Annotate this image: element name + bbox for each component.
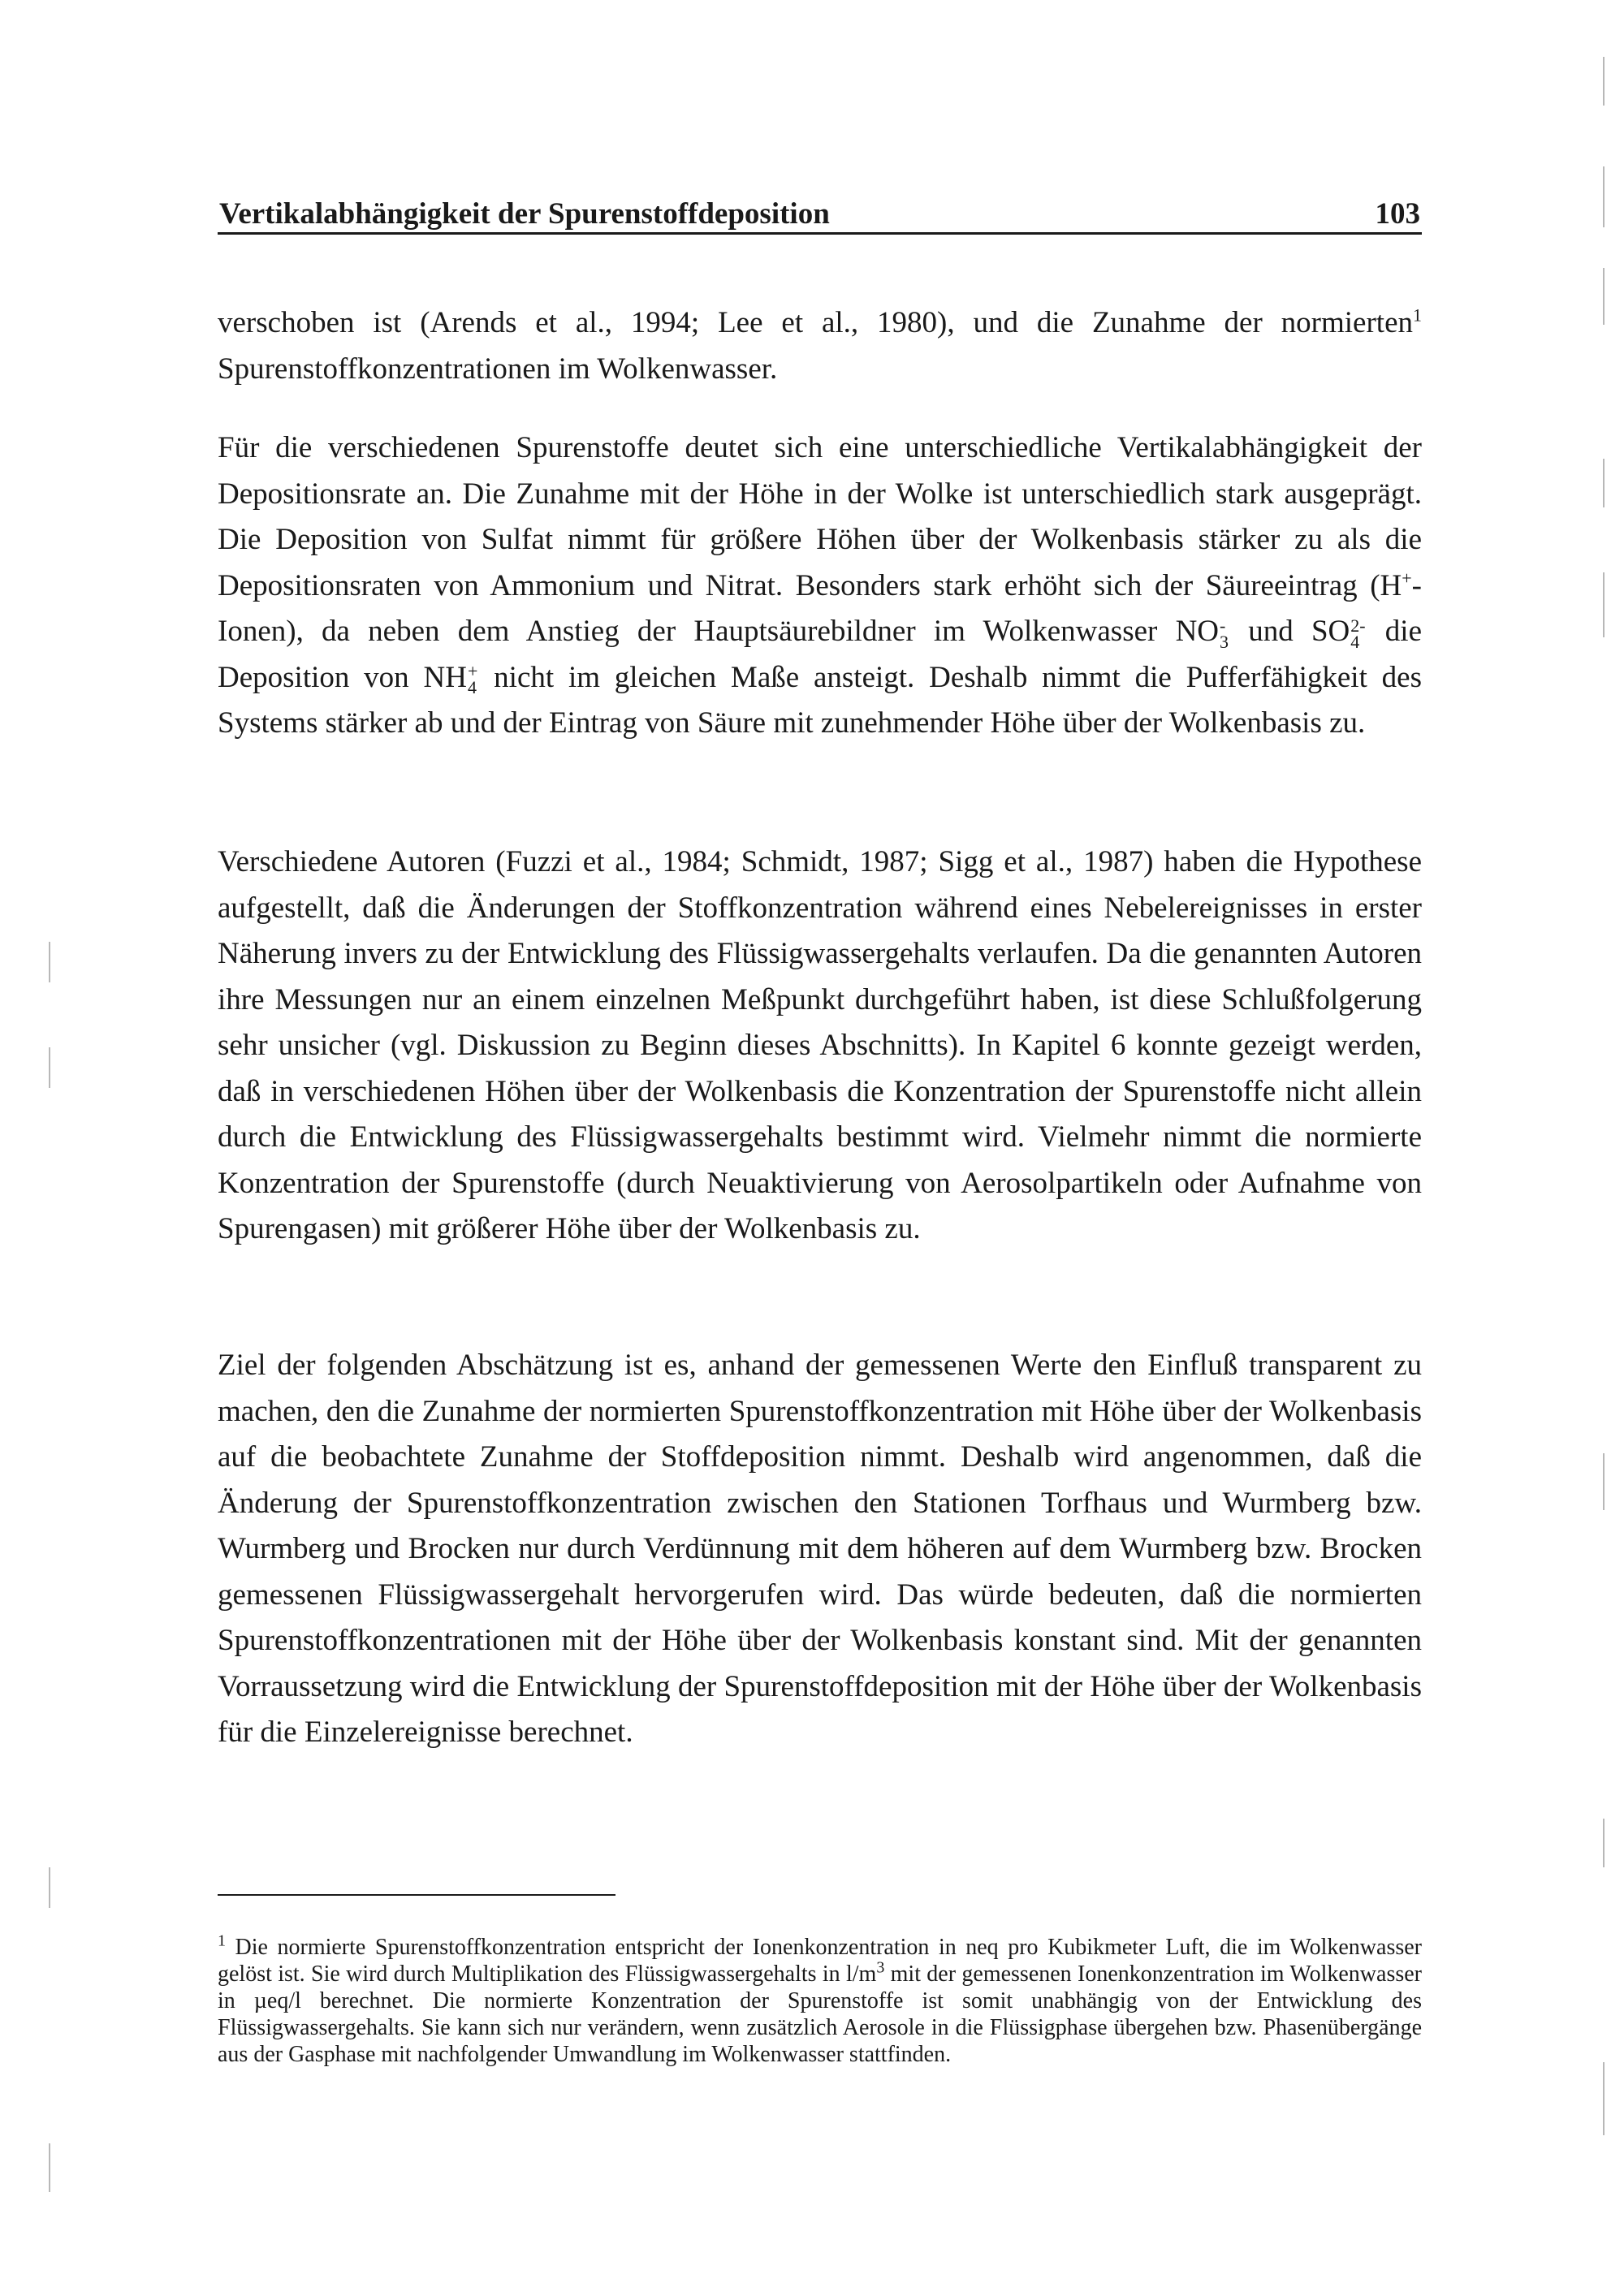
running-header: [218, 196, 1422, 235]
scan-margin-mark: [49, 1047, 50, 1088]
paragraph-2-text-b: -Ionen), da neben dem Anstieg der Hauptsäurebildner im Wolkenwasser: [218, 568, 1422, 648]
nitrate-index: 3: [1220, 631, 1229, 652]
footnote-separator: [218, 1894, 615, 1896]
scan-margin-mark: [1603, 166, 1605, 227]
nitrate-formula: [1175, 615, 1230, 652]
paragraph-1: [218, 300, 1422, 392]
scan-margin-mark: [49, 2143, 50, 2192]
nitrate-charge: -: [1220, 615, 1226, 636]
scan-margin-mark: [1603, 2062, 1605, 2135]
scan-margin-mark: [1603, 1819, 1605, 1867]
header-title: Vertikalabhängigkeit der Spurenstoffdeposition: [219, 197, 830, 231]
sulfate-index: 4: [1350, 631, 1360, 652]
footnote-reference: 1: [1413, 304, 1422, 326]
nitrate-base: NO: [1175, 615, 1220, 648]
scan-margin-mark: [1603, 268, 1605, 325]
sulfate-base: SO: [1311, 615, 1350, 648]
footnote-text-a: Die normierte Spurenstoffkonzentration entspricht der Ionenkonzentration in neq pro Kubikmeter Luft, die im Wolkenwasser gelöst ist. Sie wird durch Multiplikation des Flüssigwassergehalts in l/m: [218, 1935, 1422, 1987]
paragraph-2-text-d: die Deposition von: [218, 615, 1423, 694]
footnote-marker: 1: [218, 1931, 226, 1950]
footnote-text-b: mit der gemessenen Ionenkonzentration im Wolkenwasser in µeq/l berechnet. Die normierte Konzentration der Spurenstoffe ist somit unabhängig von der Entwicklung des Flüssigwassergehalts. Sie kann sich nur verändern, wenn zusätzlich Aerosole in die Flüssigphase übergehen bzw. Phasenübergänge aus der Gasphase mit nachfolgender Umwandlung im Wolkenwasser stattfinden.: [218, 1962, 1422, 2067]
scan-margin-mark: [1603, 1453, 1605, 1510]
ammonium-charge: +: [467, 661, 478, 682]
ammonium-base: NH: [423, 660, 467, 694]
scan-margin-mark: [49, 1867, 50, 1908]
paragraph-1-text-b: Spurenstoffkonzentrationen im Wolkenwasser.: [218, 352, 778, 386]
paragraph-2-text-e: nicht im gleichen Maße ansteigt. Deshalb nimmt die Pufferfähigkeit des Systems stärker ab und der Eintrag von Säure mit zunehmender Höhe über der Wolkenbasis zu.: [218, 660, 1422, 740]
sulfate-formula: [1311, 615, 1367, 652]
paragraph-2-text-c: und: [1230, 615, 1311, 648]
scan-margin-mark: [1603, 459, 1605, 507]
sulfate-charge: 2-: [1350, 615, 1366, 636]
paragraph-1-text-a: verschoben ist (Arends et al., 1994; Lee et al., 1980), und die Zunahme der normierten: [218, 306, 1413, 339]
paragraph-2: [218, 425, 1422, 747]
h-ion-charge: +: [1402, 568, 1412, 589]
ammonium-formula: [423, 660, 479, 698]
paragraph-3: Verschiedene Autoren (Fuzzi et al., 1984; Schmidt, 1987; Sigg et al., 1987) haben die Hypothese aufgestellt, daß die Änderungen der Stoffkonzentration während eines Nebelereignisses in erster Näherung invers zu der Entwicklung des Flüssigwassergehalts verlaufen. Da die genannten Autoren ihre Messungen nur an einem einzelnen Meßpunkt durchgeführt haben, ist diese Schlußfolgerung sehr unsicher (vgl. Diskussion zu Beginn dieses Abschnitts). In Kapitel 6 konnte gezeigt werden, daß in verschiedenen Höhen über der Wolkenbasis die Konzentration der Spurenstoffe nicht allein durch die Entwicklung des Flüssigwassergehalts bestimmt wird. Vielmehr nimmt die normierte Konzentration der Spurenstoffe (durch Neuaktivierung von Aerosolpartikeln oder Aufnahme von Spurengasen) mit größerer Höhe über der Wolkenbasis zu.: [218, 845, 1422, 1245]
paragraph-4: Ziel der folgenden Abschätzung ist es, anhand der gemessenen Werte den Einfluß transparent zu machen, den die Zunahme der normierten Spurenstoffkonzentration mit Höhe über der Wolkenbasis auf die beobachtete Zunahme der Stoffdeposition nimmt. Deshalb wird angenommen, daß die Änderung der Spurenstoffkonzentration zwischen den Stationen Torfhaus und Wurmberg bzw. Wurmberg und Brocken nur durch Verdünnung mit dem höheren auf dem Wurmberg bzw. Brocken gemessenen Flüssigwassergehalt hervorgerufen wird. Das würde bedeuten, daß die normierten Spurenstoffkonzentrationen mit der Höhe über der Wolkenbasis konstant sind. Mit der genannten Vorraussetzung wird die Entwicklung der Spurenstoffdeposition mit der Höhe über der Wolkenbasis für die Einzelereignisse berechnet.: [218, 1349, 1422, 1749]
scan-margin-mark: [49, 942, 50, 982]
page-number: 103: [1375, 197, 1420, 231]
ammonium-index: 4: [467, 677, 477, 698]
scan-margin-mark: [1603, 572, 1605, 637]
footnote: [218, 1931, 1422, 2068]
paragraph-2-text-a: Für die verschiedenen Spurenstoffe deutet sich eine unterschiedliche Vertikalabhängigkeit der Depositionsrate an. Die Zunahme mit der Höhe in der Wolke ist unterschiedlich stark ausgeprägt. Die Deposition von Sulfat nimmt für größere Höhen über der Wolkenbasis stärker zu als die Depositionsraten von Ammonium und Nitrat. Besonders stark erhöht sich der Säureeintrag (H: [218, 431, 1422, 602]
footnote-unit-exponent: 3: [876, 1958, 885, 1977]
scan-margin-mark: [1603, 57, 1605, 106]
